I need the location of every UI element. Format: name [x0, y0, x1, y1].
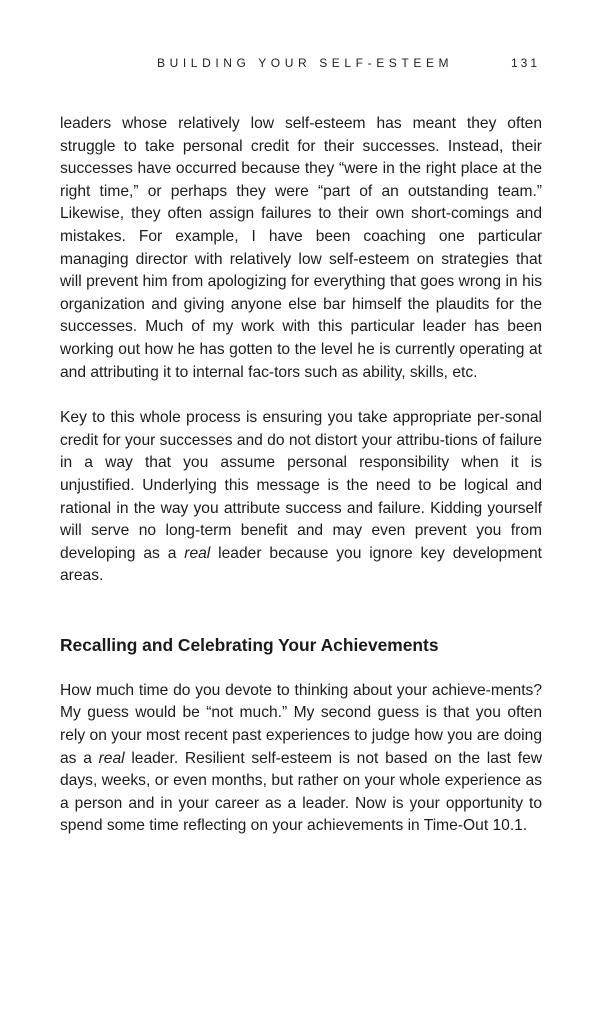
paragraph-2-text-start: Key to this whole process is ensuring you take appropriate per-sonal credit for your successes and do not distort your attribu-tions of failure in a way that you assume personal responsibility when it is unjustified. Underlying this message is the need to be logical and rational in the way you attribute success and failure. Kidding yourself will serve no long-term benefit and may even prevent you from developing as a	[60, 409, 542, 562]
paragraph-3-emphasis: real	[98, 749, 125, 767]
paragraph-2-text-end: leader because you ignore key development areas.	[60, 544, 542, 585]
running-head	[0, 56, 600, 74]
paragraph-1: leaders whose relatively low self-esteem has meant they often struggle to take personal credit for their successes. Instead, their successes have occurred because they “were in the right place at the right time,” or perhaps they were “part of an outstanding team.” Likewise, they often assign failures to their own short-comings and mistakes. For example, I have been coaching one particular managing director with relatively low self-esteem on strategies that will prevent him from apologizing for everything that goes wrong in his organization and giving anyone else bar himself the plaudits for the successes. Much of my work with this particular leader has been working out how he has gotten to the level he is currently operating at and attributing it to internal fac-tors such as ability, skills, etc.	[60, 115, 542, 381]
page-number: 131	[511, 56, 541, 70]
paragraph-3-text-end: leader. Resilient self-esteem is not based on the last few days, weeks, or even months, but rather on your whole experience as a person and in your career as a leader. Now is your opportunity to spend some time reflecting on your achievements in Time-Out 10.1.	[60, 749, 542, 835]
paragraph-3-text-start: How much time do you devote to thinking about your achieve-ments? My guess would be “not much.” My second guess is that you often rely on your most recent past experiences to judge how you are doing as a	[60, 681, 542, 767]
running-title: BUILDING YOUR SELF-ESTEEM	[157, 56, 454, 70]
paragraph-2-emphasis: real	[184, 544, 211, 562]
page-body	[60, 113, 542, 838]
paragraph-3	[60, 680, 542, 838]
section-heading: Recalling and Celebrating Your Achievements	[60, 634, 439, 655]
paragraph-2	[60, 407, 542, 588]
